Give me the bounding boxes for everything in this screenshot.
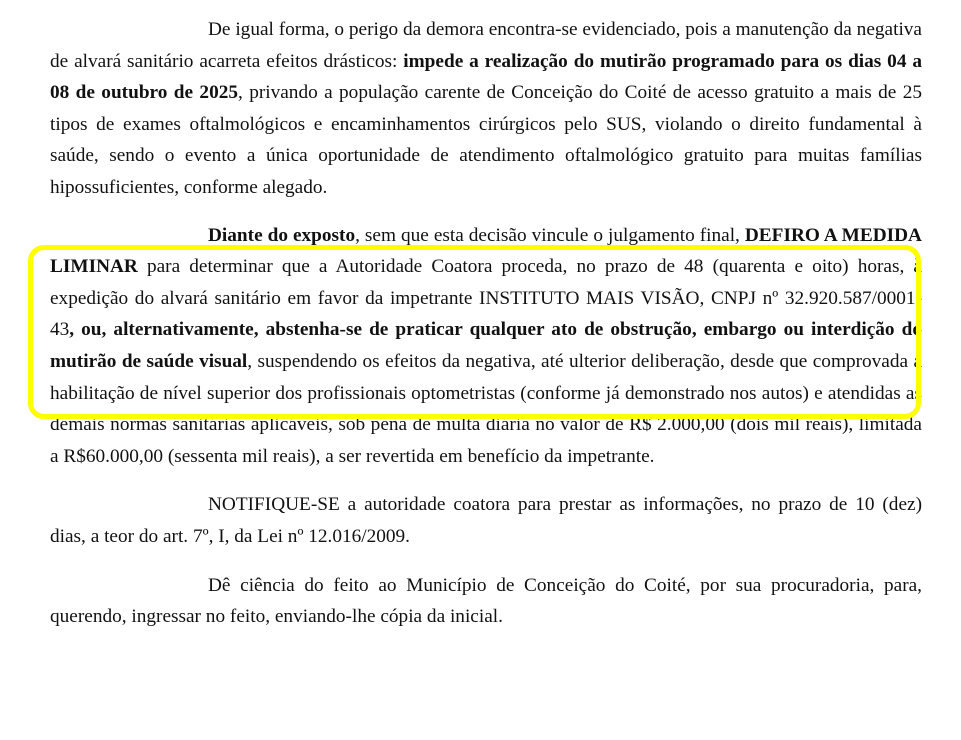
document-page <box>50 14 922 633</box>
text-run: , sem que esta decisão vincule o julgamento final, <box>355 224 745 246</box>
bold-run: Diante do exposto <box>208 224 356 246</box>
text-run: , privando a população carente de Conceição do Coité de acesso gratuito a mais de 25 tipos de exames oftalmológicos e encaminhamentos cirúrgicos pelo SUS, violando o direito fundamental à saúde, sendo o evento a única oportunidade de atendimento oftalmológico gratuito para muitas famílias hipossuficientes, conforme alegado. <box>50 82 922 198</box>
paragraph-periculum <box>50 14 922 204</box>
text-run: , suspendendo os efeitos da negativa, até ulterior deliberação, desde que comprovada a habilitação de nível superior dos profissionais optometristas (conforme já demonstrado nos autos) e atendidas as demais normas sanitárias aplicáveis, sob pena de multa diária no valor de R$ 2.000,00 (dois mil reais), limitada a R$60.000,00 (sessenta mil reais), a ser revertida em benefício da impetrante. <box>50 350 923 467</box>
bold-run: DEFIRO A MEDIDA LIMINAR <box>50 224 922 278</box>
text-run: Dê ciência do feito ao Município de Conceição do Coité, por sua procuradoria, para, querendo, ingressar no feito, enviando-lhe cópia da inicial. <box>50 574 922 628</box>
paragraph-ciencia <box>50 570 922 633</box>
paragraph-decisao <box>50 220 922 473</box>
bold-run: , ou, <box>69 319 114 341</box>
text-run: para determinar que a Autoridade Coatora proceda, no prazo de 48 (quarenta e oito) horas, à expedição do alvará sanitário em favor da impetrante INSTITUTO MAIS VISÃO, CNPJ nº 32.920.587/0001-43 <box>50 256 922 341</box>
text-run: De igual forma, o perigo da demora encontra-se evidenciado, pois a manutenção da negativa de alvará sanitário acarreta efeitos drásticos: <box>50 19 922 72</box>
text-run: NOTIFIQUE-SE a autoridade coatora para prestar as informações, no prazo de 10 (dez) dias, a teor do art. 7º, I, da Lei nº 12.016/2009. <box>50 494 922 547</box>
bold-run: alternativamente, abstenha-se de praticar qualquer ato de obstrução, embargo ou interdição do mutirão de saúde visual <box>50 319 922 372</box>
bold-run: impede a realização do mutirão programado para os dias 04 a 08 de outubro de 2025 <box>50 50 922 104</box>
paragraph-notifique <box>50 489 922 552</box>
